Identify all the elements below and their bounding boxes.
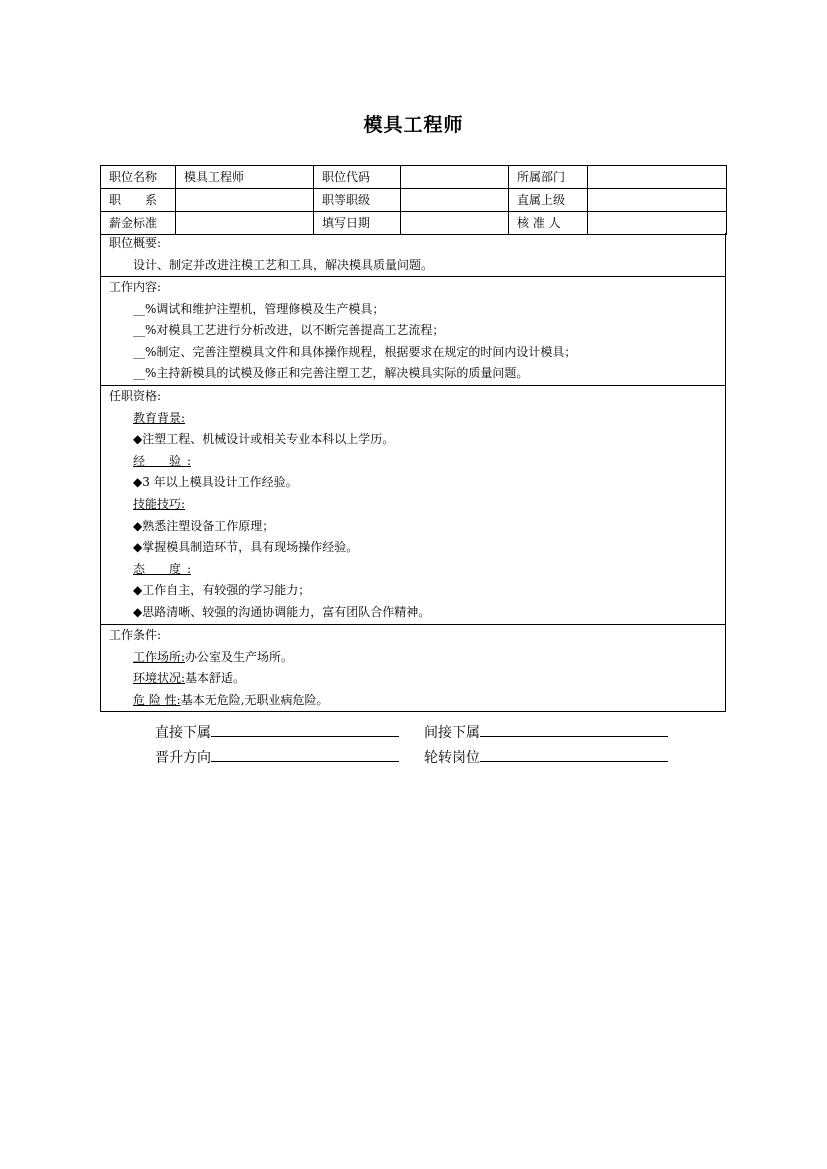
list-item: __%主持新模具的试模及修正和完善注塑工艺，解决模具实际的质量问题。 xyxy=(133,366,529,381)
education-text: ◆注塑工程、机械设计或相关专业本科以上学历。 xyxy=(133,432,395,447)
qualifications-section xyxy=(100,386,726,625)
value-cell xyxy=(176,212,314,235)
value-cell xyxy=(176,189,314,212)
conditions-section xyxy=(100,625,726,712)
label-cell: 职位代码 xyxy=(314,166,401,189)
list-item: ◆掌握模具制造环节，具有现场操作经验。 xyxy=(133,540,359,555)
attitude-label: 态 度: xyxy=(133,561,191,576)
list-item: ◆熟悉注塑设备工作原理； xyxy=(133,518,275,533)
label-cell: 直属上级 xyxy=(509,189,588,212)
value-cell xyxy=(401,189,509,212)
indirect-subordinate-blank[interactable] xyxy=(480,723,668,737)
direct-subordinate-field xyxy=(155,722,399,742)
label-cell: 核 准 人 xyxy=(509,212,588,235)
list-item: ◆工作自主，有较强的学习能力； xyxy=(133,583,311,598)
header-table xyxy=(100,165,727,235)
table-row xyxy=(101,166,727,189)
rotation-blank[interactable] xyxy=(480,748,668,762)
label-cell: 职位名称 xyxy=(101,166,176,189)
indirect-subordinate-label: 间接下属 xyxy=(424,725,480,741)
direct-subordinate-label: 直接下属 xyxy=(155,725,211,741)
conditions-heading: 工作条件: xyxy=(109,628,162,642)
skills-label: 技能技巧: xyxy=(133,496,186,511)
env-label: 环境状况: xyxy=(133,671,186,686)
list-item: __%调试和维护注塑机，管理修模及生产模具； xyxy=(133,301,385,316)
indirect-subordinate-field xyxy=(424,722,668,742)
risk-label: 危 险 性: xyxy=(133,692,181,707)
experience-label: 经 验: xyxy=(133,453,191,468)
qualifications-heading: 任职资格: xyxy=(109,389,162,403)
page-title: 模具工程师 xyxy=(363,114,464,136)
value-cell xyxy=(588,212,727,235)
label-cell: 职 系 xyxy=(101,189,176,212)
list-item: __%对模具工艺进行分析改进，以不断完善提高工艺流程； xyxy=(133,323,445,338)
label-cell: 填写日期 xyxy=(314,212,401,235)
table-row xyxy=(101,212,727,235)
value-cell xyxy=(588,166,727,189)
overview-text: 设计、制定并改进注模工艺和工具，解决模具质量问题。 xyxy=(133,257,434,272)
env-text: 基本舒适。 xyxy=(185,671,246,686)
risk-text: 基本无危险,无职业病危险。 xyxy=(180,692,329,707)
table-row xyxy=(101,189,727,212)
value-cell: 模具工程师 xyxy=(176,166,314,189)
promotion-blank[interactable] xyxy=(211,748,399,762)
list-item: __%制定、完善注塑模具文件和具体操作规程，根据要求在规定的时间内设计模具； xyxy=(133,344,577,359)
label-cell: 所属部门 xyxy=(509,166,588,189)
value-cell xyxy=(401,212,509,235)
overview-heading: 职位概要: xyxy=(109,236,162,250)
promotion-field xyxy=(155,747,399,767)
label-cell: 薪金标准 xyxy=(101,212,176,235)
rotation-label: 轮转岗位 xyxy=(424,750,480,766)
place-label: 工作场所: xyxy=(133,649,186,664)
value-cell xyxy=(401,166,509,189)
education-label: 教育背景: xyxy=(133,410,186,425)
list-item: ◆思路清晰、较强的沟通协调能力，富有团队合作精神。 xyxy=(133,604,431,619)
label-cell: 职等职级 xyxy=(314,189,401,212)
value-cell xyxy=(588,189,727,212)
duties-section xyxy=(100,277,726,386)
experience-text: ◆3 年以上模具设计工作经验。 xyxy=(133,475,298,490)
rotation-field xyxy=(424,747,668,767)
promotion-label: 晋升方向 xyxy=(155,750,211,766)
duties-heading: 工作内容: xyxy=(109,280,162,294)
direct-subordinate-blank[interactable] xyxy=(211,723,399,737)
overview-section xyxy=(100,233,726,277)
place-text: 办公室及生产场所。 xyxy=(185,649,294,664)
